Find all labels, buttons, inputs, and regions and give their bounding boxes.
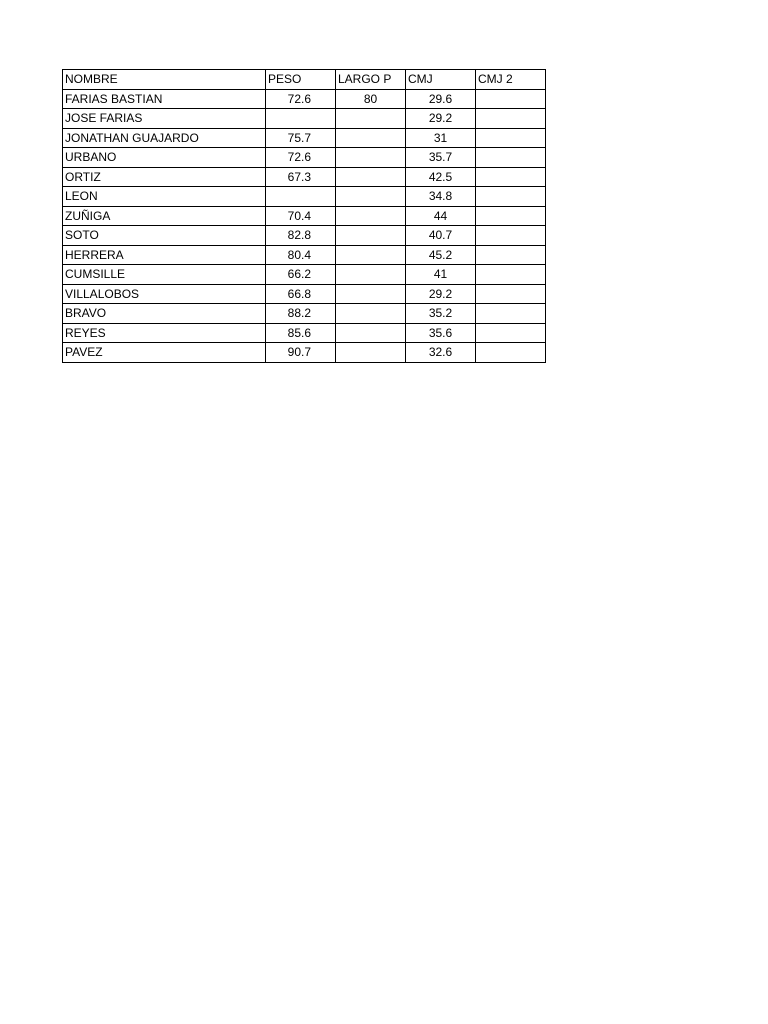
cell-cmj-2: [476, 226, 546, 246]
table-row: [63, 89, 546, 109]
cell-largo-p: [336, 167, 406, 187]
cell-largo-p: [336, 323, 406, 343]
cell-nombre: JONATHAN GUAJARDO: [63, 128, 266, 148]
header-cmj-2: CMJ 2: [476, 70, 546, 90]
cell-peso: 72.6: [266, 148, 336, 168]
cell-cmj: 45.2: [406, 245, 476, 265]
cell-cmj: 42.5: [406, 167, 476, 187]
cell-cmj: 35.6: [406, 323, 476, 343]
cell-cmj-2: [476, 128, 546, 148]
cell-largo-p: [336, 206, 406, 226]
header-row: [63, 70, 546, 90]
table-body: [63, 89, 546, 362]
cell-cmj: 29.2: [406, 284, 476, 304]
cell-nombre: REYES: [63, 323, 266, 343]
header-peso: PESO: [266, 70, 336, 90]
cell-largo-p: [336, 343, 406, 363]
table-row: [63, 304, 546, 324]
cell-largo-p: [336, 128, 406, 148]
table-row: [63, 343, 546, 363]
cell-cmj-2: [476, 187, 546, 207]
cell-largo-p: [336, 148, 406, 168]
cell-nombre: SOTO: [63, 226, 266, 246]
cell-nombre: VILLALOBOS: [63, 284, 266, 304]
header-cmj: CMJ: [406, 70, 476, 90]
cell-nombre: HERRERA: [63, 245, 266, 265]
cell-nombre: PAVEZ: [63, 343, 266, 363]
cell-cmj-2: [476, 284, 546, 304]
cell-cmj: 35.7: [406, 148, 476, 168]
cell-largo-p: [336, 304, 406, 324]
cell-peso: 80.4: [266, 245, 336, 265]
cell-peso: 85.6: [266, 323, 336, 343]
cell-largo-p: [336, 284, 406, 304]
header-largo-p: LARGO P: [336, 70, 406, 90]
table-row: [63, 206, 546, 226]
cell-peso: 90.7: [266, 343, 336, 363]
cell-largo-p: [336, 245, 406, 265]
cell-cmj: 32.6: [406, 343, 476, 363]
cell-nombre: BRAVO: [63, 304, 266, 324]
cell-cmj: 44: [406, 206, 476, 226]
cell-cmj: 40.7: [406, 226, 476, 246]
cell-peso: 70.4: [266, 206, 336, 226]
cell-cmj-2: [476, 148, 546, 168]
cell-peso: 72.6: [266, 89, 336, 109]
table-row: [63, 128, 546, 148]
table-row: [63, 226, 546, 246]
cell-cmj-2: [476, 304, 546, 324]
cell-cmj: 35.2: [406, 304, 476, 324]
cell-peso: 66.8: [266, 284, 336, 304]
cell-cmj-2: [476, 343, 546, 363]
cell-nombre: ZUÑIGA: [63, 206, 266, 226]
cell-cmj-2: [476, 245, 546, 265]
cell-peso: [266, 187, 336, 207]
cell-nombre: URBANO: [63, 148, 266, 168]
header-nombre: NOMBRE: [63, 70, 266, 90]
cell-nombre: JOSE FARIAS: [63, 109, 266, 129]
cell-largo-p: [336, 226, 406, 246]
cell-peso: 67.3: [266, 167, 336, 187]
cell-cmj: 29.6: [406, 89, 476, 109]
cell-cmj-2: [476, 167, 546, 187]
table-row: [63, 245, 546, 265]
cell-largo-p: 80: [336, 89, 406, 109]
table-row: [63, 187, 546, 207]
table-row: [63, 148, 546, 168]
cell-largo-p: [336, 109, 406, 129]
cell-cmj: 41: [406, 265, 476, 285]
table-row: [63, 284, 546, 304]
cell-nombre: FARIAS BASTIAN: [63, 89, 266, 109]
table-row: [63, 167, 546, 187]
cell-peso: 82.8: [266, 226, 336, 246]
cell-cmj-2: [476, 206, 546, 226]
cell-peso: 88.2: [266, 304, 336, 324]
cell-peso: 75.7: [266, 128, 336, 148]
cell-peso: [266, 109, 336, 129]
cell-largo-p: [336, 187, 406, 207]
cell-cmj-2: [476, 323, 546, 343]
cell-largo-p: [336, 265, 406, 285]
data-table: [62, 69, 546, 363]
cell-peso: 66.2: [266, 265, 336, 285]
cell-cmj: 29.2: [406, 109, 476, 129]
cell-cmj: 34.8: [406, 187, 476, 207]
cell-cmj: 31: [406, 128, 476, 148]
cell-cmj-2: [476, 109, 546, 129]
cell-nombre: ORTIZ: [63, 167, 266, 187]
cell-cmj-2: [476, 265, 546, 285]
cell-cmj-2: [476, 89, 546, 109]
cell-nombre: CUMSILLE: [63, 265, 266, 285]
table-row: [63, 323, 546, 343]
table-row: [63, 109, 546, 129]
table-row: [63, 265, 546, 285]
cell-nombre: LEON: [63, 187, 266, 207]
